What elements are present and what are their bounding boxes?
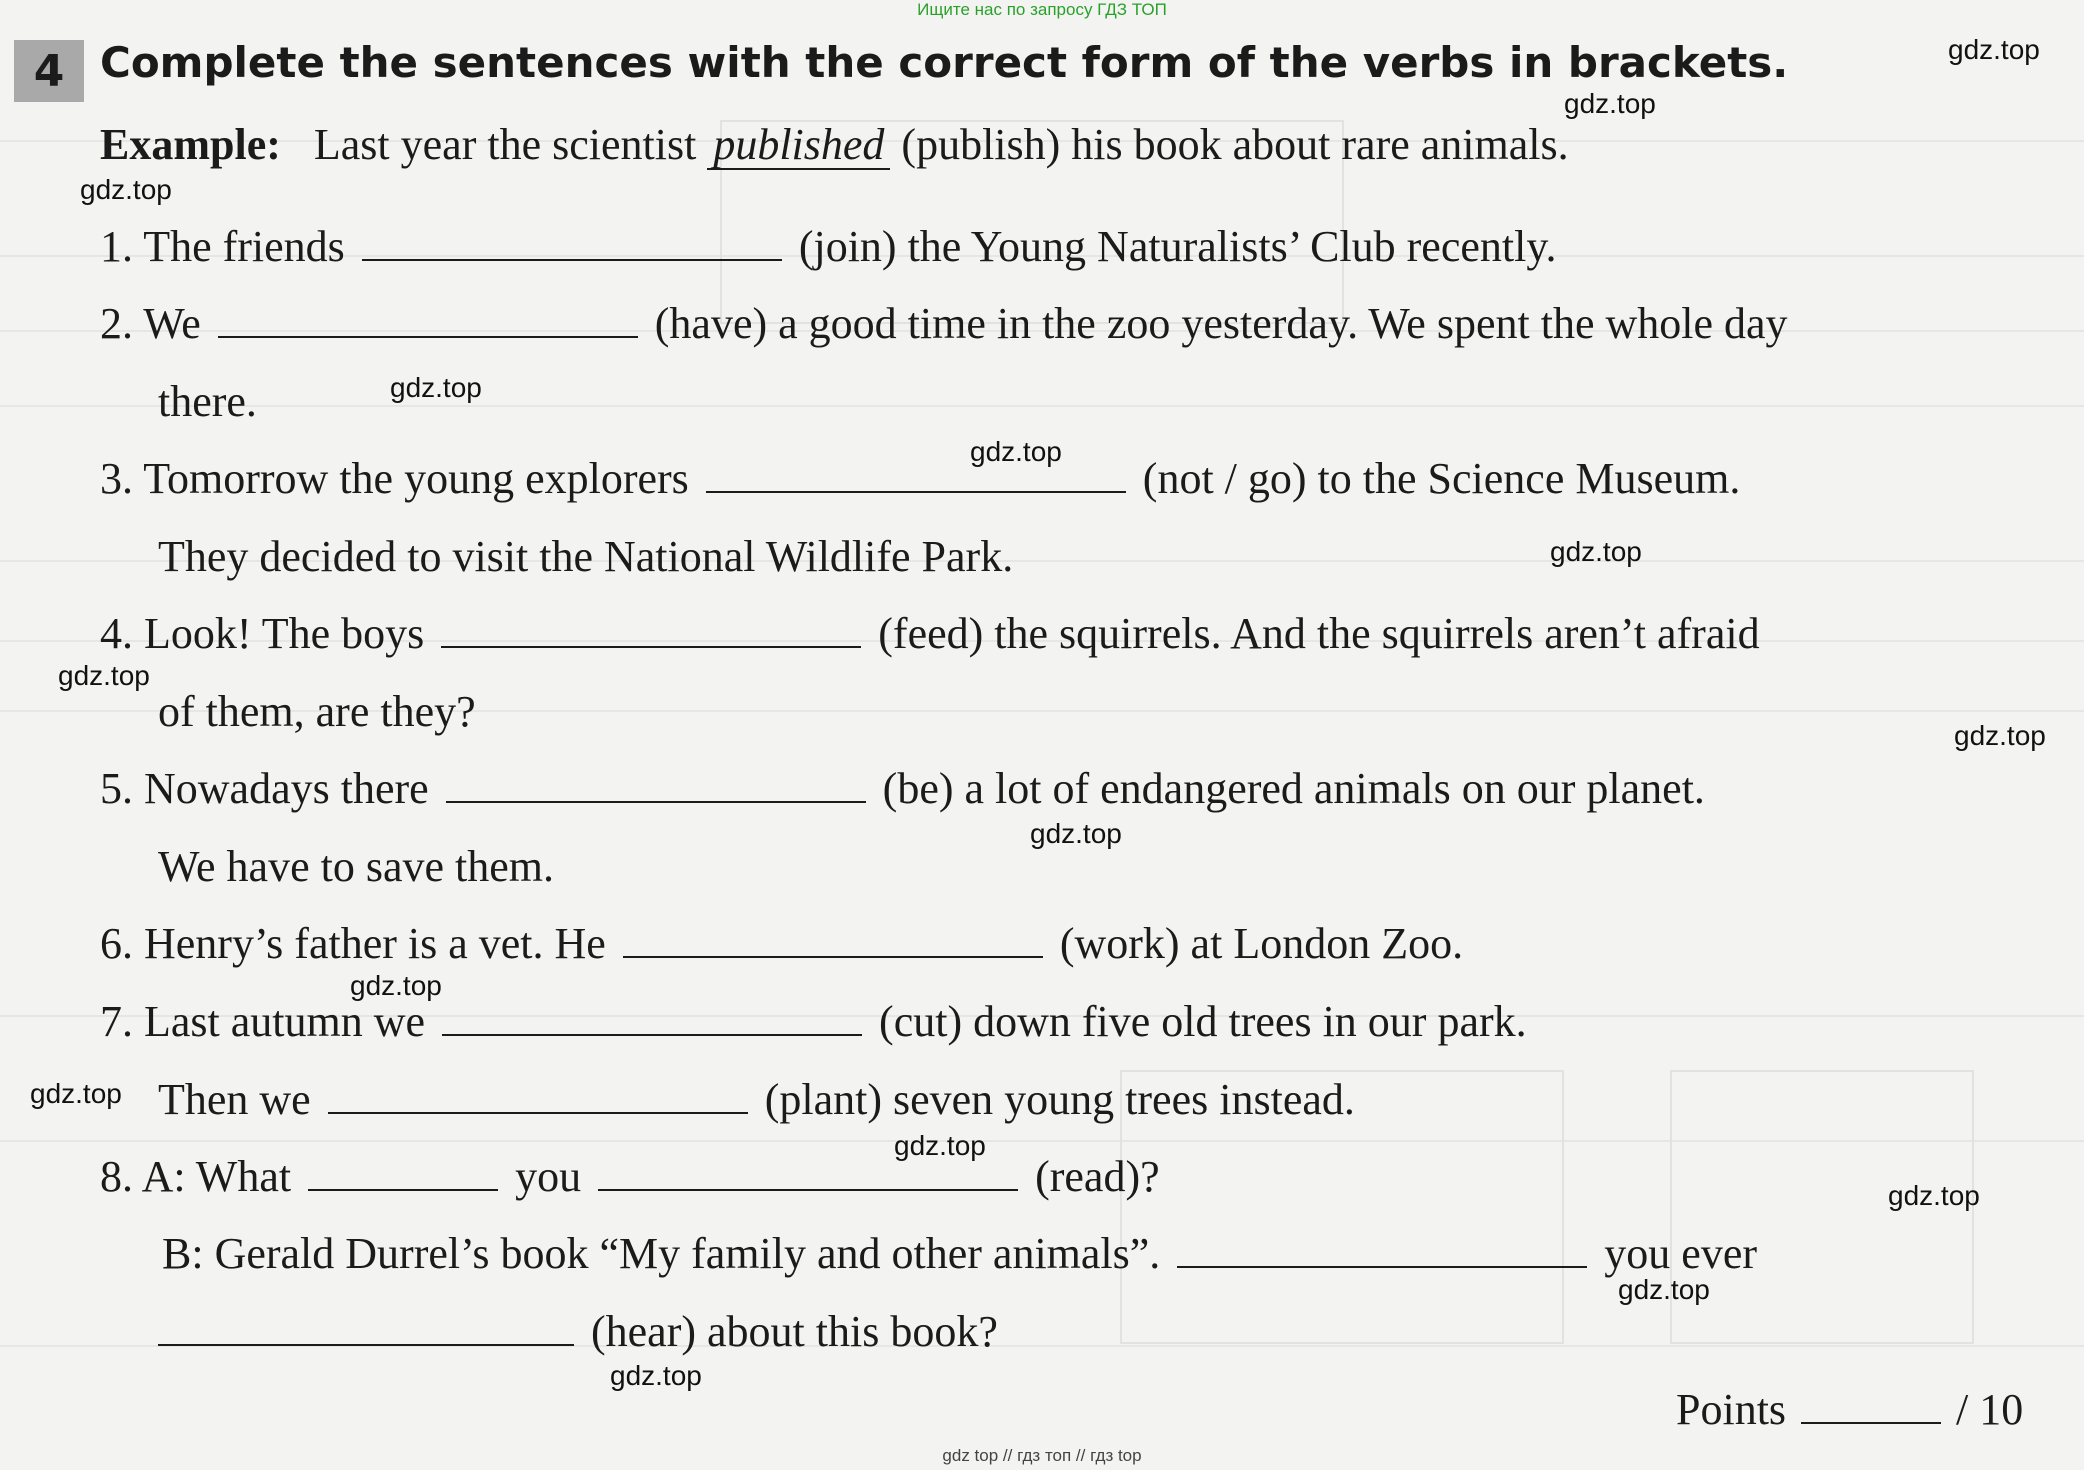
watermark: gdz.top bbox=[610, 1360, 702, 1391]
sentence-text: (work) at London Zoo. bbox=[1059, 919, 1464, 968]
sentence-text: A: What bbox=[141, 1152, 292, 1201]
points-blank[interactable] bbox=[1801, 1416, 1941, 1424]
sentence-text: The friends bbox=[143, 222, 345, 271]
example-before: Last year the scientist bbox=[313, 120, 697, 169]
sentence-1 bbox=[100, 222, 1557, 271]
answer-blank-6[interactable] bbox=[623, 950, 1043, 958]
task-number-badge: 4 bbox=[14, 40, 84, 102]
sentence-3 bbox=[100, 454, 1741, 503]
sentence-7-continued bbox=[158, 1075, 1355, 1124]
sentence-number: 4. bbox=[100, 609, 133, 658]
sentence-text: Nowadays there bbox=[144, 764, 429, 813]
answer-blank-8a[interactable] bbox=[308, 1183, 498, 1191]
sentence-text: (be) a lot of endangered animals on our planet. bbox=[882, 764, 1705, 813]
sentence-number: 7. bbox=[100, 997, 133, 1046]
sentence-text: (not / go) to the Science Museum. bbox=[1142, 454, 1741, 503]
sentence-8-b bbox=[162, 1229, 1758, 1278]
watermark: gdz.top bbox=[1948, 34, 2040, 65]
example-answer: published bbox=[707, 122, 890, 170]
sentence-text: (read)? bbox=[1035, 1152, 1160, 1201]
sentence-text: (plant) seven young trees instead. bbox=[764, 1075, 1355, 1124]
sentence-2-continued: there. bbox=[158, 377, 257, 426]
answer-blank-8c[interactable] bbox=[1177, 1260, 1587, 1268]
sentence-3-continued: They decided to visit the National Wildlife Park. bbox=[158, 532, 1014, 581]
sentence-text: Look! The boys bbox=[144, 609, 425, 658]
example-after: (publish) his book about rare animals. bbox=[901, 120, 1569, 169]
watermark: gdz.top bbox=[1030, 818, 1122, 849]
watermark: gdz.top bbox=[894, 1130, 986, 1161]
watermark: gdz.top bbox=[1550, 536, 1642, 567]
task-title: Complete the sentences with the correct form of the verbs in brackets. bbox=[100, 38, 1789, 87]
answer-blank-8d[interactable] bbox=[158, 1338, 574, 1346]
sentence-number: 2. bbox=[100, 299, 133, 348]
watermark: gdz.top bbox=[1954, 720, 2046, 751]
answer-blank-1[interactable] bbox=[362, 253, 782, 261]
sentence-8-c bbox=[158, 1307, 998, 1356]
answer-blank-8b[interactable] bbox=[598, 1183, 1018, 1191]
sentence-7 bbox=[100, 997, 1527, 1046]
watermark: gdz.top bbox=[350, 970, 442, 1001]
sentence-4 bbox=[100, 609, 1760, 658]
points-total: / 10 bbox=[1956, 1385, 2024, 1434]
answer-blank-5[interactable] bbox=[446, 795, 866, 803]
sentence-text: you ever bbox=[1604, 1229, 1758, 1278]
answer-blank-4[interactable] bbox=[441, 640, 861, 648]
answer-blank-3[interactable] bbox=[706, 485, 1126, 493]
sentence-number: 1. bbox=[100, 222, 133, 271]
watermark: gdz.top bbox=[80, 174, 172, 205]
answer-blank-2[interactable] bbox=[218, 330, 638, 338]
points-label: Points bbox=[1676, 1385, 1787, 1434]
watermark: gdz.top bbox=[390, 372, 482, 403]
watermark: gdz.top bbox=[1888, 1180, 1980, 1211]
sentence-text: Last autumn we bbox=[144, 997, 426, 1046]
sentence-5-continued: We have to save them. bbox=[158, 842, 554, 891]
sentence-text: Tomorrow the young explorers bbox=[143, 454, 689, 503]
answer-blank-7a[interactable] bbox=[442, 1028, 862, 1036]
sentence-number: 6. bbox=[100, 919, 133, 968]
sentence-4-continued: of them, are they? bbox=[158, 687, 476, 736]
sentence-text: you bbox=[515, 1152, 582, 1201]
sentence-number: 8. bbox=[100, 1152, 133, 1201]
watermark: gdz.top bbox=[1564, 88, 1656, 119]
sentence-text: (cut) down five old trees in our park. bbox=[879, 997, 1527, 1046]
sentence-6 bbox=[100, 919, 1464, 968]
example-label: Example: bbox=[100, 120, 281, 169]
sentence-text: (join) the Young Naturalists’ Club recently. bbox=[798, 222, 1557, 271]
example-line bbox=[100, 122, 1569, 170]
sentence-5 bbox=[100, 764, 1705, 813]
watermark: gdz.top bbox=[970, 436, 1062, 467]
sentence-text: B: Gerald Durrel’s book “My family and other animals”. bbox=[162, 1229, 1161, 1278]
bottom-banner: gdz top // гдз топ // гдз top bbox=[942, 1446, 1142, 1465]
sentence-number: 5. bbox=[100, 764, 133, 813]
answer-blank-7b[interactable] bbox=[328, 1106, 748, 1114]
sentence-8-a bbox=[100, 1152, 1160, 1201]
sentence-2 bbox=[100, 299, 1788, 348]
sentence-text: Then we bbox=[158, 1075, 311, 1124]
watermark: gdz.top bbox=[1618, 1274, 1710, 1305]
top-banner: Ищите нас по запросу ГДЗ ТОП bbox=[917, 0, 1167, 19]
sentence-text: Henry’s father is a vet. He bbox=[144, 919, 606, 968]
sentence-text: (hear) about this book? bbox=[591, 1307, 998, 1356]
sentence-text: We bbox=[143, 299, 201, 348]
watermark: gdz.top bbox=[58, 660, 150, 691]
watermark: gdz.top bbox=[30, 1078, 122, 1109]
points-score bbox=[1676, 1384, 2023, 1435]
sentence-text: (have) a good time in the zoo yesterday. We spent the whole day bbox=[654, 299, 1788, 348]
sentence-text: (feed) the squirrels. And the squirrels aren’t afraid bbox=[878, 609, 1760, 658]
sentence-number: 3. bbox=[100, 454, 133, 503]
